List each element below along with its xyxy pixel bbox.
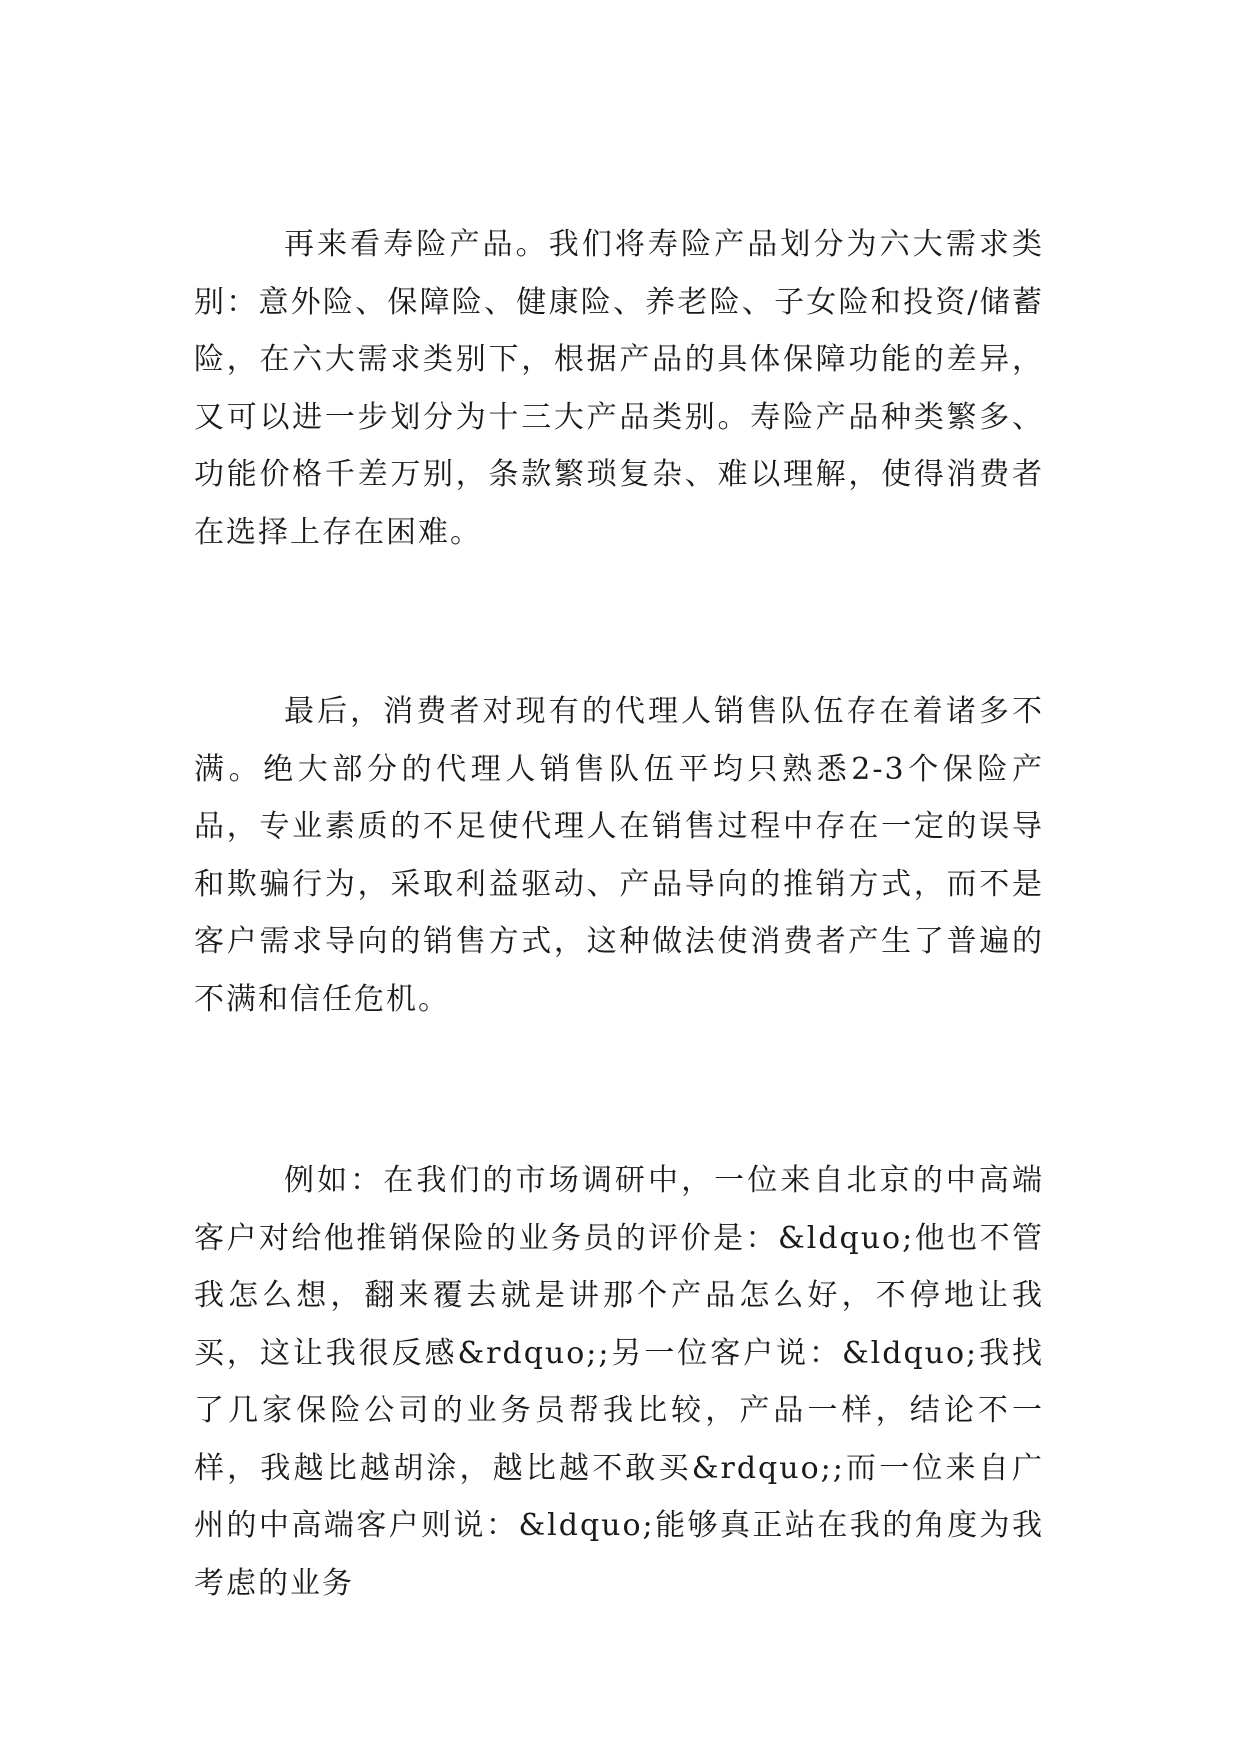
paragraph-life-insurance-products: 再来看寿险产品。我们将寿险产品划分为六大需求类别：意外险、保障险、健康险、养老险、子女险和投资/储蓄险，在六大需求类别下，根据产品的具体保障功能的差异，又可以进一步划分为十三大产品类别。寿险产品种类繁多、功能价格千差万别，条款繁琐复杂、难以理解，使得消费者在选择上存在困难。 — [194, 227, 1044, 550]
paragraph-agent-dissatisfaction: 最后，消费者对现有的代理人销售队伍存在着诸多不满。绝大部分的代理人销售队伍平均只熟悉2-3个保险产品，专业素质的不足使代理人在销售过程中存在一定的误导和欺骗行为，采取利益驱动、产品导向的推销方式，而不是客户需求导向的销售方式，这种做法使消费者产生了普遍的不满和信任危机。 — [194, 694, 1044, 1017]
paragraph-customer-examples: 例如：在我们的市场调研中，一位来自北京的中高端客户对给他推销保险的业务员的评价是：&ldquo;他也不管我怎么想，翻来覆去就是讲那个产品怎么好，不停地让我买，这让我很反感&rdquo;;另一位客户说：&ldquo;我找了几家保险公司的业务员帮我比较，产品一样，结论不一样，我越比越胡涂，越比越不敢买&rdquo;;而一位来自广州的中高端客户则说：&ldquo;能够真正站在我的角度为我考虑的业务 — [194, 1163, 1044, 1601]
